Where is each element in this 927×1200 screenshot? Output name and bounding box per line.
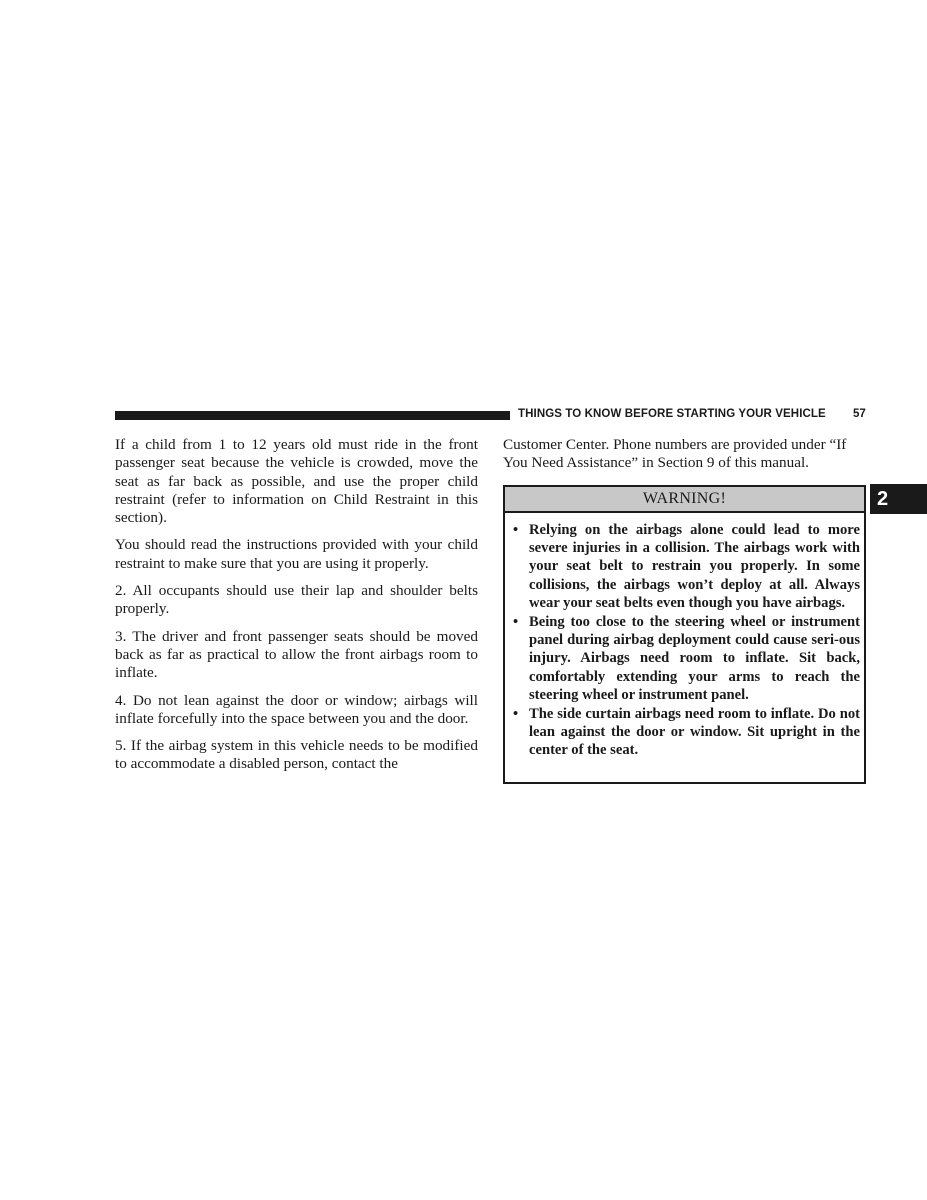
body-paragraph-child-front-seat: If a child from 1 to 12 years old must ride in the front passenger seat because the vehicle is crowded, move the seat as far back as possible, and use the proper child restraint (refer to information on Child Restraint in this section). [115, 436, 478, 527]
body-paragraph-continuation: Customer Center. Phone numbers are provided under “If You Need Assistance” in Section 9 of this manual. [503, 436, 847, 472]
warning-item [505, 705, 860, 760]
page-number: 57 [853, 408, 866, 420]
body-paragraph-item-2: 2. All occupants should use their lap and shoulder belts properly. [115, 582, 478, 618]
section-tab-number: 2 [877, 488, 889, 510]
warning-box [503, 485, 866, 784]
warning-item [505, 521, 860, 612]
body-paragraph-read-instructions: You should read the instructions provided with your child restraint to make sure that you are using it properly. [115, 536, 478, 572]
section-tab [870, 484, 927, 514]
body-paragraph-item-5: 5. If the airbag system in this vehicle needs to be modified to accommodate a disabled person, contact the [115, 737, 478, 773]
warning-list [505, 513, 864, 760]
warning-item-text: The side curtain airbags need room to inflate. Do not lean against the door or window. Sit upright in the center of the seat. [529, 706, 860, 759]
bullet-icon: • [513, 522, 519, 538]
right-column [503, 436, 866, 473]
header-rule [115, 411, 510, 420]
warning-title: WARNING! [505, 487, 864, 513]
warning-item-text: Relying on the airbags alone could lead to more severe injuries in a collision. The airbags work with your seat belt to restrain you properly. In some collisions, the airbags won’t deploy at all. Always wear your seat belts even though you have airbags. [529, 522, 860, 611]
bullet-icon: • [513, 614, 519, 631]
warning-item [505, 613, 860, 704]
bullet-icon: • [513, 706, 519, 723]
body-paragraph-item-4: 4. Do not lean against the door or window; airbags will inflate forcefully into the space between you and the door. [115, 691, 478, 727]
left-column [115, 436, 478, 783]
body-paragraph-item-3: 3. The driver and front passenger seats should be moved back as far as practical to allow the front airbags room to inflate. [115, 627, 478, 682]
warning-item-text: Being too close to the steering wheel or instrument panel during airbag deployment could cause seri-ous injury. Airbags need room to inflate. Sit back, comfortably extending your arms to reach the steering wheel or instrument panel. [529, 614, 860, 703]
running-header-title: THINGS TO KNOW BEFORE STARTING YOUR VEHICLE [518, 408, 826, 420]
